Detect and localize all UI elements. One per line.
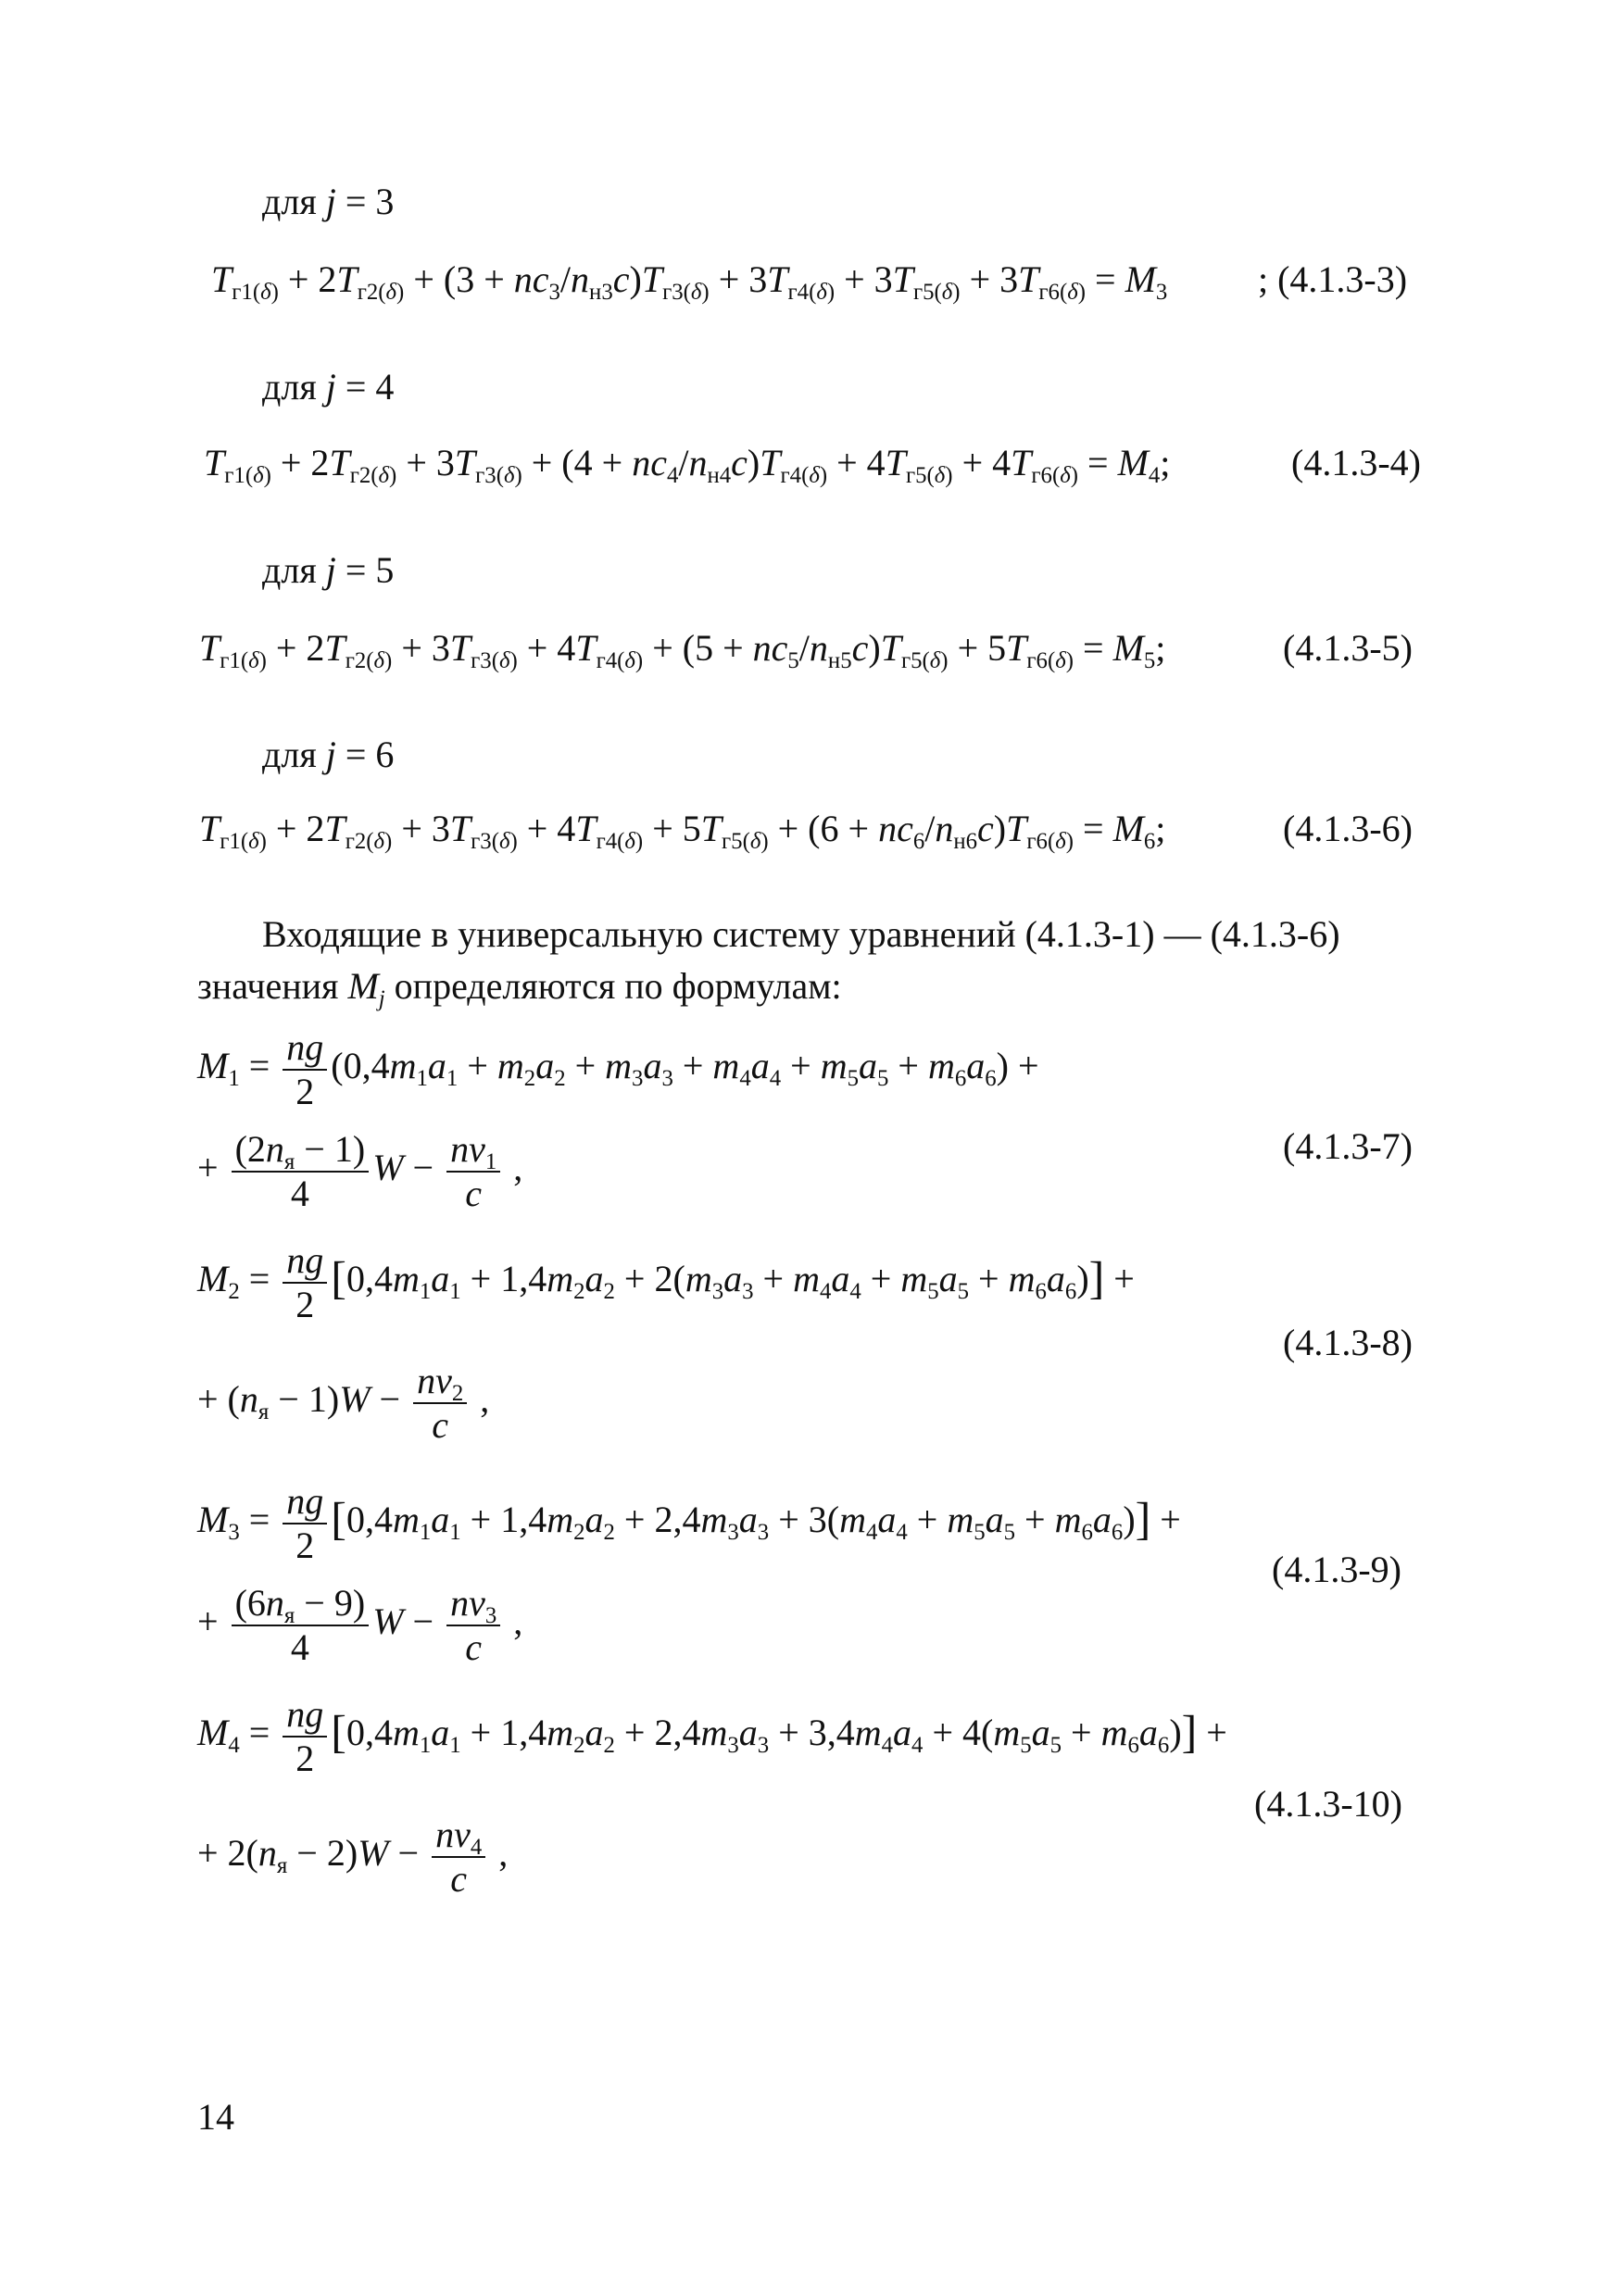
case-label-j4: для j = 4 [262,366,395,408]
formula-m1-line-2: + $\frac{(2n_я - 1)}{4}$ W − $\frac{nv_1}{c}$ , [197,1128,523,1214]
equation-number-4-1-3-6: (4.1.3-6) [1283,808,1413,849]
equation-4-1-3-5: $T_{г1(\delta)} + 2T_{г2(\delta)} + 3T_{г3(\delta)} + 4T_{г4(\delta)} + (5 + nc_5/n_{н5}c)T_{г5(\delta)} + 5T_{г6(\delta)} = M_5$; [199,627,1166,673]
paragraph-line-2: значения $M_j$ определяются по формулам: [197,965,842,1011]
equation-number-4-1-3-10: (4.1.3-10) [1254,1783,1402,1825]
case-label-j3: для j = 3 [262,181,395,222]
formula-m4-line-1: $M_4$ = $\frac{ng}{2}$ $[0,4m_1a_1 + 1,4m_2a_2 + 2,4m_3a_3 + 3,4m_4a_4 + 4(m_5a_5 + m_6a_6)]$ + [197,1693,1227,1779]
equation-number-4-1-3-5: (4.1.3-5) [1283,627,1413,669]
equation-number-4-1-3-7: (4.1.3-7) [1283,1125,1413,1167]
formula-m1-line-1: $M_1$ = $\frac{ng}{2}$ $(0,4m_1a_1 + m_2a_2 + m_3a_3 + m_4a_4 + m_5a_5 + m_6a_6)$ + [197,1026,1039,1112]
paragraph-line-1: Входящие в универсальную систему уравнений (4.1.3-1) — (4.1.3-6) [262,913,1340,955]
equation-4-1-3-3: $T_{г1(\delta)} + 2T_{г2(\delta)} + (3 + nc_3/n_{н3}c)T_{г3(\delta)} + 3T_{г4(\delta)} + 3T_{г5(\delta)} + 3T_{г6(\delta)} = M_3$ [211,258,1168,305]
formula-m4-line-2: + $2(n_я - 2)W$ − $\frac{nv_4}{c}$ , [197,1813,509,1900]
formula-m2-line-1: $M_2$ = $\frac{ng}{2}$ $[0,4m_1a_1 + 1,4m_2a_2 + 2(m_3a_3 + m_4a_4 + m_5a_5 + m_6a_6)]$ + [197,1239,1135,1325]
formula-m2-line-2: + $(n_я - 1)W$ − $\frac{nv_2}{c}$ , [197,1360,490,1446]
equation-number-4-1-3-4: (4.1.3-4) [1291,442,1421,483]
page-number: 14 [197,2096,234,2138]
equation-4-1-3-6: $T_{г1(\delta)} + 2T_{г2(\delta)} + 3T_{г3(\delta)} + 4T_{г4(\delta)} + 5T_{г5(\delta)} + (6 + nc_6/n_{н6}c)T_{г6(\delta)} = M_6$; [199,808,1166,854]
formula-m3-line-2: + $\frac{(6n_я - 9)}{4}$ W − $\frac{nv_3}{c}$ , [197,1582,523,1668]
equation-number-4-1-3-9: (4.1.3-9) [1272,1549,1401,1590]
formula-m3-line-1: $M_3$ = $\frac{ng}{2}$ $[0,4m_1a_1 + 1,4m_2a_2 + 2,4m_3a_3 + 3(m_4a_4 + m_5a_5 + m_6a_6)]$ + [197,1480,1181,1566]
case-label-j6: для j = 6 [262,734,395,775]
equation-number-4-1-3-3: ; (4.1.3-3) [1258,258,1408,300]
equation-number-4-1-3-8: (4.1.3-8) [1283,1322,1413,1363]
case-label-j5: для j = 5 [262,549,395,591]
equation-4-1-3-4: $T_{г1(\delta)} + 2T_{г2(\delta)} + 3T_{г3(\delta)} + (4 + nc_4/n_{н4}c)T_{г4(\delta)} + 4T_{г5(\delta)} + 4T_{г6(\delta)} = M_4$; [204,442,1171,488]
